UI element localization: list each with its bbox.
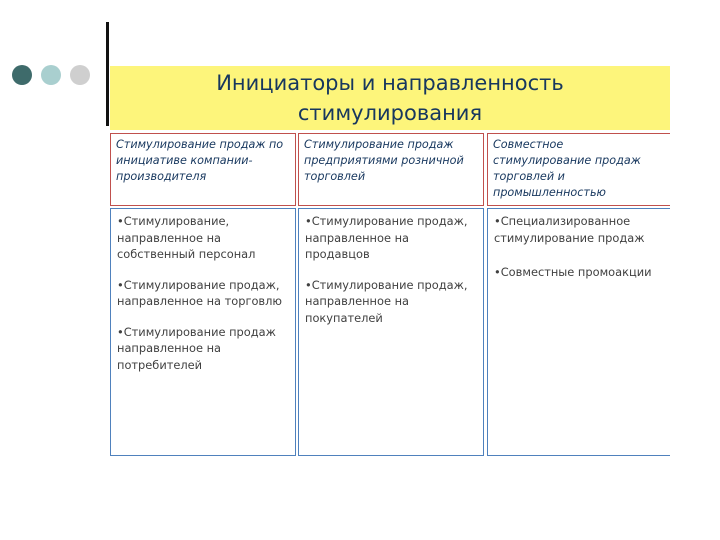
column-header-manufacturer: Стимулирование продаж по инициативе компании-производителя: [110, 133, 296, 206]
vertical-divider-line: [106, 22, 109, 126]
column-header-joint: Совместное стимулирование продаж торговлей и промышленностью: [487, 133, 670, 206]
bullet-dot-gray: [70, 65, 90, 85]
list-item: •Стимулирование продаж, направленное на торговлю: [117, 277, 282, 308]
column-header-retail: Стимулирование продаж предприятиями розничной торговлей: [298, 133, 484, 206]
column-body-manufacturer: [110, 208, 296, 456]
column-body-joint: [487, 208, 670, 456]
list-item: •Стимулирование продаж направленное на потребителей: [117, 324, 276, 372]
list-item: •Совместные промоакции: [494, 265, 652, 279]
bullet-dot-dark: [12, 65, 32, 85]
list-item: •Стимулирование, направленное на собственный персонал: [117, 214, 256, 261]
list-item: •Специализированное стимулирование продаж: [494, 214, 645, 245]
column-body-retail: [298, 208, 484, 456]
list-item: •Стимулирование продаж, направленное на покупателей: [305, 277, 468, 325]
bullet-dot-light: [41, 65, 61, 85]
list-item: •Стимулирование продаж, направленное на продавцов: [305, 214, 468, 261]
slide-title: Инициаторы и направленность стимулирования: [216, 71, 564, 125]
